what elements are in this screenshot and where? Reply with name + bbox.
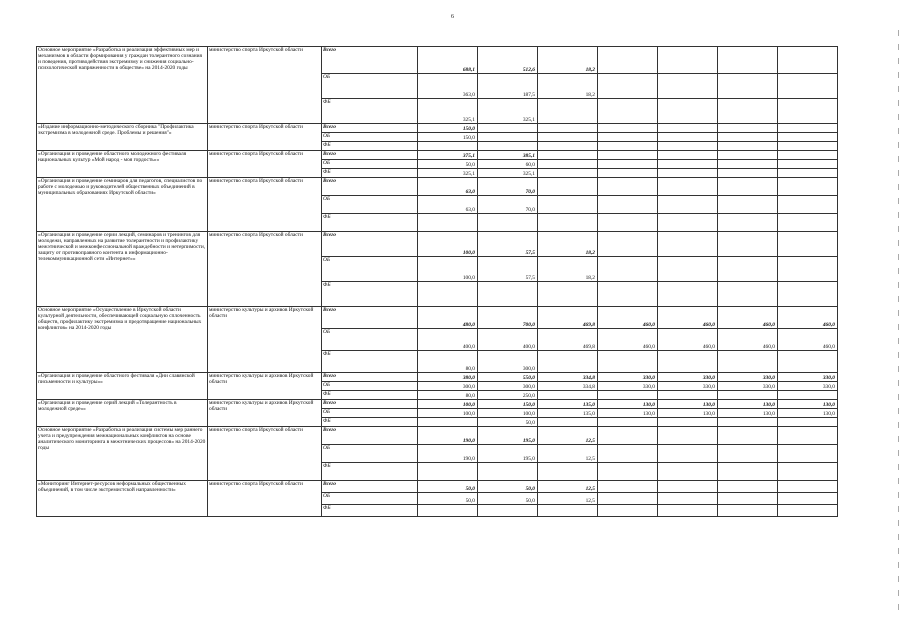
funding-source-cell: Всего: [322, 400, 418, 409]
funding-source-cell: ФБ: [322, 99, 418, 124]
amount-cell: 100,0: [418, 400, 478, 409]
amount-cell: 100,0: [418, 409, 478, 418]
amount-cell: [658, 351, 718, 373]
amount-cell: [658, 418, 718, 427]
activity-name-cell: «Организация и проведение семинаров для педагогов, специалистов по работе с молодежью и руководителей общественных объединений в муниципальных образованиях Иркутской области»: [37, 178, 208, 232]
amount-cell: [598, 351, 658, 373]
amount-cell: 330,0: [778, 373, 838, 382]
amount-cell: [598, 505, 658, 517]
amount-cell: 300,0: [478, 382, 538, 391]
funding-source-cell: Всего: [322, 178, 418, 196]
amount-cell: [598, 47, 658, 74]
amount-cell: 300,0: [418, 382, 478, 391]
amount-cell: [658, 505, 718, 517]
amount-cell: [778, 463, 838, 481]
amount-cell: [718, 196, 778, 214]
amount-cell: 330,0: [658, 373, 718, 382]
amount-cell: [598, 418, 658, 427]
amount-cell: 57,5: [478, 257, 538, 282]
amount-cell: [778, 133, 838, 142]
funding-source-cell: ОБ: [322, 160, 418, 169]
amount-cell: [598, 74, 658, 99]
table-row: [37, 481, 838, 493]
amount-cell: 130,0: [658, 400, 718, 409]
table-row: [37, 400, 838, 409]
amount-cell: 135,0: [538, 409, 598, 418]
amount-cell: [718, 160, 778, 169]
amount-cell: [598, 99, 658, 124]
funding-source-cell: ФБ: [322, 505, 418, 517]
amount-cell: [778, 493, 838, 505]
amount-cell: [658, 257, 718, 282]
amount-cell: 550,0: [478, 373, 538, 382]
amount-cell: [718, 427, 778, 445]
amount-cell: 130,0: [658, 409, 718, 418]
executor-cell: министерство спорта Иркутской области: [208, 124, 322, 151]
amount-cell: 50,0: [418, 481, 478, 493]
funding-source-cell: ФБ: [322, 351, 418, 373]
amount-cell: 50,0: [478, 481, 538, 493]
amount-cell: 135,0: [538, 400, 598, 409]
amount-cell: [658, 214, 718, 232]
amount-cell: [778, 169, 838, 178]
amount-cell: 60,0: [478, 160, 538, 169]
amount-cell: [778, 481, 838, 493]
funding-source-cell: ОБ: [322, 257, 418, 282]
amount-cell: 334,8: [538, 373, 598, 382]
amount-cell: [658, 142, 718, 151]
amount-cell: 130,0: [718, 400, 778, 409]
amount-cell: 190,0: [418, 427, 478, 445]
amount-cell: 363,0: [418, 74, 478, 99]
amount-cell: [538, 505, 598, 517]
amount-cell: [418, 418, 478, 427]
amount-cell: 130,0: [718, 409, 778, 418]
amount-cell: [598, 481, 658, 493]
amount-cell: 250,0: [478, 391, 538, 400]
amount-cell: 100,0: [418, 232, 478, 257]
amount-cell: [778, 351, 838, 373]
activity-name-cell: «Организация и проведение областного молодежного фестиваля национальных культур «Мой народ - моя гордость»»: [37, 151, 208, 178]
amount-cell: [658, 427, 718, 445]
amount-cell: [418, 505, 478, 517]
activity-name-cell: Основное мероприятие «Осуществление в Иркутской области культурной деятельности, обеспечивающей социальную сплоченность обществ, профилактику экстремизма и предотвращение национальных конфликтов» на 2014-2020 годы: [37, 307, 208, 373]
amount-cell: [718, 169, 778, 178]
amount-cell: 460,0: [778, 329, 838, 351]
amount-cell: [778, 418, 838, 427]
funding-source-cell: ОБ: [322, 382, 418, 391]
amount-cell: 12,5: [538, 481, 598, 493]
amount-cell: [598, 133, 658, 142]
amount-cell: [718, 445, 778, 463]
amount-cell: [658, 47, 718, 74]
amount-cell: 50,0: [478, 418, 538, 427]
amount-cell: 512,6: [478, 47, 538, 74]
amount-cell: [658, 169, 718, 178]
amount-cell: 150,0: [478, 400, 538, 409]
amount-cell: [598, 391, 658, 400]
amount-cell: [478, 142, 538, 151]
funding-source-cell: ФБ: [322, 142, 418, 151]
table-row: [37, 307, 838, 329]
amount-cell: 334,8: [538, 382, 598, 391]
funding-source-cell: ФБ: [322, 391, 418, 400]
amount-cell: 325,1: [478, 99, 538, 124]
amount-cell: [598, 124, 658, 133]
amount-cell: [778, 47, 838, 74]
amount-cell: [778, 445, 838, 463]
amount-cell: [778, 196, 838, 214]
amount-cell: [718, 142, 778, 151]
activity-name-cell: «Издание информационно-методического сборника "Профилактика экстремизма в молодежной среде. Проблемы и решения"»: [37, 124, 208, 151]
amount-cell: [658, 178, 718, 196]
amount-cell: [718, 47, 778, 74]
amount-cell: [418, 463, 478, 481]
activity-name-cell: «Организация и проведение областного фестиваля «Дни славянской письменности и культуры»»: [37, 373, 208, 400]
amount-cell: 50,0: [478, 493, 538, 505]
amount-cell: 50,0: [418, 160, 478, 169]
funding-source-cell: ОБ: [322, 493, 418, 505]
amount-cell: 400,0: [478, 329, 538, 351]
amount-cell: 460,0: [598, 307, 658, 329]
amount-cell: [658, 99, 718, 124]
amount-cell: 18,2: [538, 74, 598, 99]
amount-cell: 63,0: [418, 196, 478, 214]
amount-cell: 469,8: [538, 307, 598, 329]
executor-cell: министерство спорта Иркутской области: [208, 178, 322, 232]
activity-name-cell: «Мониторинг Интернет-ресурсов неформальных общественных объединений, в том числе экстремистской направленности»: [37, 481, 208, 517]
amount-cell: 70,0: [478, 178, 538, 196]
amount-cell: 330,0: [778, 382, 838, 391]
amount-cell: 130,0: [598, 400, 658, 409]
amount-cell: [718, 257, 778, 282]
amount-cell: 187,5: [478, 74, 538, 99]
amount-cell: 460,0: [718, 307, 778, 329]
funding-source-cell: Всего: [322, 124, 418, 133]
amount-cell: [418, 142, 478, 151]
amount-cell: [538, 282, 598, 307]
executor-cell: министерство спорта Иркутской области: [208, 151, 322, 178]
table-row: [37, 47, 838, 74]
amount-cell: [778, 505, 838, 517]
amount-cell: [538, 351, 598, 373]
amount-cell: 325,1: [418, 169, 478, 178]
amount-cell: [658, 445, 718, 463]
amount-cell: 57,5: [478, 232, 538, 257]
funding-source-cell: ОБ: [322, 329, 418, 351]
table-row: [37, 124, 838, 133]
amount-cell: [538, 169, 598, 178]
amount-cell: [658, 282, 718, 307]
amount-cell: [598, 463, 658, 481]
amount-cell: 480,0: [418, 307, 478, 329]
amount-cell: 70,0: [478, 196, 538, 214]
funding-source-cell: ФБ: [322, 463, 418, 481]
funding-source-cell: ФБ: [322, 214, 418, 232]
table-row: [37, 373, 838, 382]
amount-cell: 700,0: [478, 307, 538, 329]
amount-cell: [718, 505, 778, 517]
amount-cell: [778, 142, 838, 151]
amount-cell: 460,0: [778, 307, 838, 329]
amount-cell: 330,0: [718, 382, 778, 391]
amount-cell: [538, 463, 598, 481]
amount-cell: 63,0: [418, 178, 478, 196]
funding-source-cell: ОБ: [322, 445, 418, 463]
amount-cell: 130,0: [778, 400, 838, 409]
amount-cell: [538, 142, 598, 151]
amount-cell: 80,0: [418, 391, 478, 400]
amount-cell: [598, 257, 658, 282]
executor-cell: министерство культуры и архивов Иркутской области: [208, 373, 322, 400]
amount-cell: 12,5: [538, 445, 598, 463]
amount-cell: [658, 160, 718, 169]
amount-cell: [778, 178, 838, 196]
amount-cell: 469,8: [538, 329, 598, 351]
amount-cell: 330,0: [598, 373, 658, 382]
amount-cell: 460,0: [718, 329, 778, 351]
funding-source-cell: ФБ: [322, 418, 418, 427]
amount-cell: 380,0: [418, 373, 478, 382]
table-row: [37, 232, 838, 257]
amount-cell: 330,0: [658, 382, 718, 391]
budget-table: [36, 46, 838, 517]
amount-cell: 190,0: [418, 445, 478, 463]
amount-cell: 150,0: [418, 133, 478, 142]
funding-source-cell: ОБ: [322, 409, 418, 418]
amount-cell: [658, 124, 718, 133]
amount-cell: 80,0: [418, 351, 478, 373]
amount-cell: [658, 391, 718, 400]
amount-cell: [598, 169, 658, 178]
amount-cell: 400,0: [418, 329, 478, 351]
amount-cell: [718, 178, 778, 196]
amount-cell: [658, 463, 718, 481]
funding-source-cell: ОБ: [322, 196, 418, 214]
amount-cell: [718, 493, 778, 505]
funding-source-cell: Всего: [322, 427, 418, 445]
amount-cell: [658, 74, 718, 99]
amount-cell: [658, 196, 718, 214]
amount-cell: 100,0: [418, 257, 478, 282]
amount-cell: [478, 214, 538, 232]
amount-cell: 460,0: [598, 329, 658, 351]
table-row: [37, 151, 838, 160]
executor-cell: министерство спорта Иркутской области: [208, 427, 322, 481]
amount-cell: [718, 214, 778, 232]
amount-cell: [538, 133, 598, 142]
amount-cell: [598, 445, 658, 463]
amount-cell: 12,5: [538, 493, 598, 505]
executor-cell: министерство культуры и архивов Иркутской области: [208, 400, 322, 427]
amount-cell: 460,0: [658, 329, 718, 351]
amount-cell: [778, 160, 838, 169]
amount-cell: 375,1: [418, 151, 478, 160]
amount-cell: [658, 493, 718, 505]
amount-cell: [658, 232, 718, 257]
executor-cell: министерство спорта Иркутской области: [208, 47, 322, 124]
amount-cell: [598, 427, 658, 445]
amount-cell: 195,0: [478, 445, 538, 463]
amount-cell: [778, 74, 838, 99]
activity-name-cell: Основное мероприятие «Разработка и реализация эффективных мер и механизмов в области формирования у граждан толерантного сознания и поведения, противодействия экстремизму и снижения социально-психологической напряженности в обществе» на 2014-2020 годы: [37, 47, 208, 124]
amount-cell: [598, 493, 658, 505]
amount-cell: [718, 481, 778, 493]
amount-cell: [478, 505, 538, 517]
amount-cell: [598, 196, 658, 214]
amount-cell: [718, 463, 778, 481]
amount-cell: [538, 418, 598, 427]
table-row: [37, 427, 838, 445]
amount-cell: [778, 232, 838, 257]
amount-cell: [658, 151, 718, 160]
amount-cell: 18,2: [538, 257, 598, 282]
amount-cell: [658, 133, 718, 142]
amount-cell: [538, 214, 598, 232]
amount-cell: [778, 257, 838, 282]
funding-source-cell: ОБ: [322, 74, 418, 99]
amount-cell: [538, 391, 598, 400]
funding-source-cell: Всего: [322, 373, 418, 382]
amount-cell: [598, 151, 658, 160]
amount-cell: [478, 463, 538, 481]
amount-cell: [598, 160, 658, 169]
amount-cell: [718, 124, 778, 133]
amount-cell: [718, 391, 778, 400]
amount-cell: [778, 99, 838, 124]
amount-cell: [598, 282, 658, 307]
amount-cell: [718, 99, 778, 124]
amount-cell: [478, 124, 538, 133]
activity-name-cell: Основное мероприятие «Разработка и реализация системы мер раннего учета и предупреждения межнациональных конфликтов на основе аналитического мониторинга в межэтнических процессов» на 2014-2020 годы: [37, 427, 208, 481]
amount-cell: 330,0: [598, 382, 658, 391]
amount-cell: [778, 124, 838, 133]
amount-cell: 100,0: [478, 409, 538, 418]
amount-cell: 18,2: [538, 47, 598, 74]
amount-cell: 300,0: [478, 351, 538, 373]
funding-source-cell: Всего: [322, 232, 418, 257]
amount-cell: [778, 427, 838, 445]
funding-source-cell: Всего: [322, 151, 418, 160]
amount-cell: [718, 151, 778, 160]
funding-source-cell: Всего: [322, 307, 418, 329]
executor-cell: министерство спорта Иркутской области: [208, 232, 322, 307]
amount-cell: 50,0: [418, 493, 478, 505]
amount-cell: 325,1: [418, 99, 478, 124]
amount-cell: [418, 214, 478, 232]
amount-cell: [598, 232, 658, 257]
page-number: 6: [451, 14, 454, 20]
amount-cell: [538, 196, 598, 214]
amount-cell: 12,5: [538, 427, 598, 445]
amount-cell: [778, 282, 838, 307]
amount-cell: [778, 151, 838, 160]
activity-name-cell: «Организация и проведение серии лекций, семинаров и тренингов для молодежи, направленных на развитие толерантности и профилактику межэтнической и межконфессиональной враждебности и нетерпимости, защиту от противоправного контента в информационно-телекоммуникационной сети «Интернет»»: [37, 232, 208, 307]
amount-cell: [718, 282, 778, 307]
amount-cell: 195,0: [478, 427, 538, 445]
amount-cell: 18,2: [538, 232, 598, 257]
amount-cell: [538, 160, 598, 169]
amount-cell: 150,0: [418, 124, 478, 133]
amount-cell: [598, 214, 658, 232]
executor-cell: министерство спорта Иркутской области: [208, 481, 322, 517]
amount-cell: [718, 74, 778, 99]
amount-cell: 130,0: [598, 409, 658, 418]
amount-cell: [598, 142, 658, 151]
amount-cell: [718, 418, 778, 427]
funding-source-cell: Всего: [322, 481, 418, 493]
funding-source-cell: ОБ: [322, 133, 418, 142]
amount-cell: [478, 133, 538, 142]
amount-cell: [778, 391, 838, 400]
executor-cell: министерство культуры и архивов Иркутской области: [208, 307, 322, 373]
funding-source-cell: Всего: [322, 47, 418, 74]
amount-cell: [538, 99, 598, 124]
amount-cell: [478, 282, 538, 307]
amount-cell: 130,0: [778, 409, 838, 418]
funding-source-cell: ФБ: [322, 282, 418, 307]
activity-name-cell: «Организация и проведение серий лекций «Толерантность в молодежной среде»»: [37, 400, 208, 427]
amount-cell: [718, 232, 778, 257]
amount-cell: [718, 351, 778, 373]
amount-cell: [538, 151, 598, 160]
amount-cell: [658, 481, 718, 493]
amount-cell: [538, 124, 598, 133]
amount-cell: [598, 178, 658, 196]
amount-cell: [778, 214, 838, 232]
amount-cell: [718, 133, 778, 142]
amount-cell: 688,1: [418, 47, 478, 74]
scan-edge-marks: [898, 30, 899, 610]
amount-cell: 330,0: [718, 373, 778, 382]
funding-source-cell: ФБ: [322, 169, 418, 178]
amount-cell: 460,0: [658, 307, 718, 329]
amount-cell: 385,1: [478, 151, 538, 160]
table-row: [37, 178, 838, 196]
amount-cell: [538, 178, 598, 196]
amount-cell: 325,1: [478, 169, 538, 178]
amount-cell: [418, 282, 478, 307]
